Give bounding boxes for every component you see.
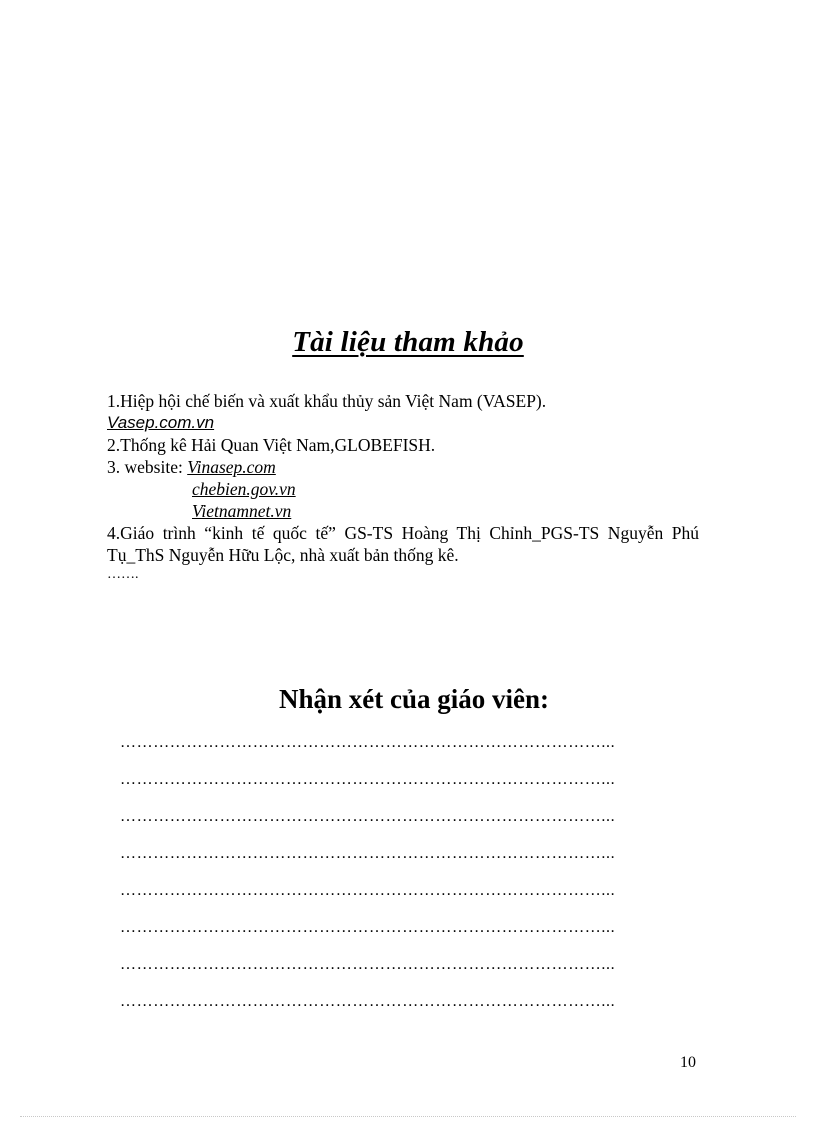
comment-dotted-line: ……………………………………………………………………………... — [120, 845, 616, 862]
reference-3-link-vinasep[interactable]: Vinasep.com — [187, 457, 276, 477]
reference-3-link-row-3 — [107, 500, 699, 522]
references-list — [107, 390, 699, 584]
references-title: Tài liệu tham khảo — [292, 326, 524, 358]
comment-dotted-line: ……………………………………………………………………………... — [120, 882, 616, 899]
comment-dotted-line: ……………………………………………………………………………... — [120, 919, 616, 936]
comment-dotted-line: ……………………………………………………………………………... — [120, 808, 616, 825]
reference-1: 1.Hiệp hội chế biến và xuất khẩu thủy sản Việt Nam (VASEP). — [107, 391, 547, 411]
teacher-comment-heading: Nhận xét của giáo viên: — [279, 684, 549, 714]
reference-3-prefix: 3. website: — [107, 457, 188, 477]
references-ellipsis: ……. — [107, 567, 139, 582]
reference-3-link-chebien[interactable]: chebien.gov.vn — [192, 479, 296, 499]
footer-divider — [20, 1116, 796, 1117]
reference-2: 2.Thống kê Hải Quan Việt Nam,GLOBEFISH. — [107, 435, 436, 455]
reference-1-link[interactable]: Vasep.com.vn — [107, 413, 215, 432]
reference-3 — [107, 456, 699, 478]
reference-4: 4.Giáo trình “kinh tế quốc tế” GS-TS Hoàng Thị Chỉnh_PGS-TS Nguyễn Phú Tụ_ThS Nguyễn Hữu Lộc, nhà xuất bản thống kê. — [107, 523, 699, 565]
comment-dotted-line: ……………………………………………………………………………... — [120, 734, 616, 751]
comment-dotted-line: ……………………………………………………………………………... — [120, 956, 616, 973]
page-number: 10 — [680, 1054, 696, 1071]
teacher-comment-lines — [120, 733, 700, 1029]
reference-3-link-vietnamnet[interactable]: Vietnamnet.vn — [192, 501, 292, 521]
comment-dotted-line: ……………………………………………………………………………... — [120, 771, 616, 788]
reference-3-link-row-2 — [107, 478, 699, 500]
comment-dotted-line: ……………………………………………………………………………... — [120, 993, 616, 1010]
